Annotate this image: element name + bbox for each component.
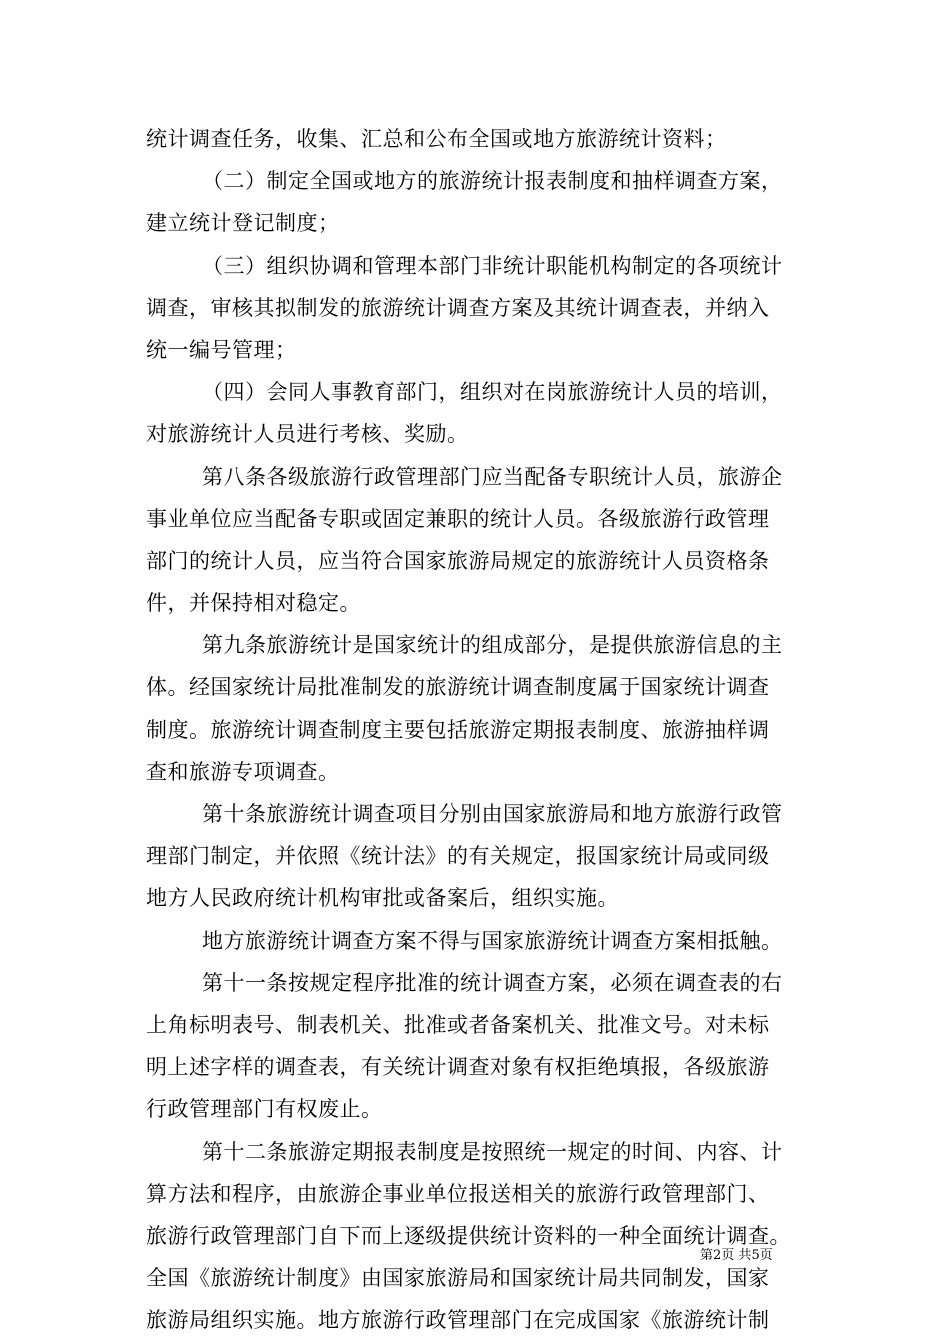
text-line: 第十条旅游统计调查项目分别由国家旅游局和地方旅游行政管: [202, 802, 783, 826]
text-line: （四）会同人事教育部门，组织对在岗旅游统计人员的培训，: [202, 380, 783, 405]
footer-total-pages: 5: [751, 1248, 760, 1263]
text-line: 旅游行政管理部门自下而上逐级提供统计资料的一种全面统计调查。: [146, 1223, 791, 1248]
footer-suffix: 页: [759, 1248, 773, 1263]
text-line: 第十一条按规定程序批准的统计调查方案，必须在调查表的右: [202, 970, 783, 995]
text-line: 调查，审核其拟制发的旅游统计调查方案及其统计调查表，并纳入: [146, 295, 770, 320]
text-line: 制度。旅游统计调查制度主要包括旅游定期报表制度、旅游抽样调: [146, 717, 770, 742]
text-line: 对旅游统计人员进行考核、奖励。: [146, 422, 469, 447]
text-line: （二）制定全国或地方的旅游统计报表制度和抽样调查方案，: [202, 169, 783, 194]
text-line: 全国《旅游统计制度》由国家旅游局和国家统计局共同制发，国家: [146, 1266, 770, 1291]
text-line: （三）组织协调和管理本部门非统计职能机构制定的各项统计: [202, 253, 783, 278]
document-body: [146, 118, 818, 1341]
text-line: 第十二条旅游定期报表制度是按照统一规定的时间、内容、计: [202, 1139, 783, 1164]
paragraph: [146, 793, 818, 920]
text-line: 地方旅游统计调查方案不得与国家旅游统计调查方案相抵触。: [202, 928, 783, 953]
text-line: 上角标明表号、制表机关、批准或者备案机关、批准文号。对未标: [146, 1012, 770, 1037]
paragraph: [146, 371, 818, 455]
footer-current-page: 2: [713, 1248, 722, 1263]
footer-middle: 页 共: [721, 1248, 752, 1263]
text-line: 事业单位应当配备专职或固定兼职的统计人员。各级旅游行政管理: [146, 506, 770, 531]
text-line: 理部门制定，并依照《统计法》的有关规定，报国家统计局或同级: [146, 844, 770, 869]
paragraph: [146, 160, 818, 244]
text-line: 第八条各级旅游行政管理部门应当配备专职统计人员，旅游企: [202, 464, 783, 489]
page-footer: [700, 1247, 850, 1265]
paragraph: [146, 118, 818, 160]
footer-prefix: 第: [700, 1248, 714, 1263]
text-line: 查和旅游专项调查。: [146, 759, 340, 784]
text-line: 旅游局组织实施。地方旅游行政管理部门在完成国家《旅游统计制: [146, 1308, 770, 1333]
text-line: 体。经国家统计局批准制发的旅游统计调查制度属于国家统计调查: [146, 675, 770, 700]
text-line: 行政管理部门有权废止。: [146, 1097, 383, 1122]
text-line: 统一编号管理；: [146, 337, 297, 362]
text-line: 建立统计登记制度；: [146, 211, 340, 236]
paragraph: [146, 962, 818, 1131]
text-line: 明上述字样的调查表，有关统计调查对象有权拒绝填报，各级旅游: [146, 1055, 770, 1080]
text-line: 第九条旅游统计是国家统计的组成部分，是提供旅游信息的主: [202, 633, 783, 658]
paragraph: [146, 920, 818, 962]
text-line: 地方人民政府统计机构审批或备案后，组织实施。: [146, 886, 619, 911]
text-line: 部门的统计人员，应当符合国家旅游局规定的旅游统计人员资格条: [146, 548, 770, 573]
text-line: 件，并保持相对稳定。: [146, 591, 361, 616]
paragraph: [146, 1131, 818, 1342]
text-line: 统计调查任务，收集、汇总和公布全国或地方旅游统计资料；: [146, 127, 727, 151]
paragraph: [146, 245, 818, 372]
paragraph: [146, 456, 818, 625]
text-line: 算方法和程序，由旅游企事业单位报送相关的旅游行政管理部门、: [146, 1181, 770, 1206]
paragraph: [146, 624, 818, 793]
